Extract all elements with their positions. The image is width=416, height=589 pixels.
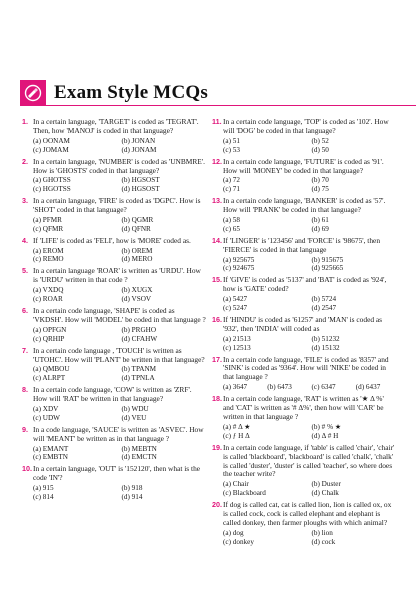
answer-option[interactable]: (d) EMCTN [121, 453, 157, 462]
question-item [22, 347, 206, 383]
question-number: 9. [22, 424, 28, 434]
answer-options [33, 326, 206, 344]
question-item [212, 237, 396, 273]
answer-option[interactable]: (c) 5247 [223, 303, 248, 312]
question-number: 1. [22, 117, 28, 126]
answer-option[interactable]: (c) 65 [223, 224, 240, 233]
answer-option[interactable]: (d) CFAHW [121, 334, 158, 343]
answer-option[interactable]: (d) 69 [311, 224, 329, 233]
question-item [212, 395, 396, 440]
answer-option[interactable]: (b) 51232 [311, 334, 340, 343]
answer-option[interactable]: (d) MERO [121, 255, 153, 264]
answer-options [33, 137, 206, 155]
answer-options [223, 423, 396, 441]
question-number: 11. [212, 117, 222, 126]
question-number: 18. [212, 394, 222, 404]
answer-option[interactable]: (b) 61 [311, 216, 329, 224]
answer-options [223, 529, 396, 547]
question-item [22, 267, 206, 303]
question-number: 19. [212, 442, 222, 452]
question-text: In a certain code language, if 'table' is called 'chair', 'chair' is called 'blackboard', 'blackboard' is called 'chalk', 'chalk' is called 'duster', 'duster' is called 'teacher', so where does the teacher write? [223, 442, 395, 479]
answer-option[interactable]: (d) 75 [311, 185, 329, 194]
answer-option[interactable]: (b) # % ★ [311, 422, 342, 431]
answer-options [223, 216, 396, 234]
header-divider [46, 105, 416, 106]
answer-options [33, 176, 206, 194]
question-text: In a certain code language, 'TOP' is coded as '102'. How will 'DOG' be coded in that language? [223, 117, 389, 135]
question-text: In a code language, 'SAUCE' is written as 'ASVEC'. How will 'MEANT' be written as in that language ? [33, 424, 204, 443]
question-number: 14. [212, 235, 222, 245]
answer-option[interactable]: (c) 12513 [223, 343, 251, 352]
question-item [22, 197, 206, 233]
question-number: 16. [212, 314, 222, 324]
question-number: 8. [22, 385, 28, 395]
question-text: If 'GIVE' is coded as '5137' and 'BAT' is coded as '924', how is 'GATE' coded? [223, 275, 387, 294]
answer-options [223, 295, 396, 313]
question-item [212, 444, 396, 498]
answer-option[interactable]: (b) TPANM [121, 365, 157, 374]
answer-option[interactable]: (d) 50 [311, 145, 329, 154]
answer-option[interactable]: (a) GHOTSS [33, 176, 71, 185]
question-number: 15. [212, 275, 222, 285]
answer-option[interactable]: (c) EMBTN [33, 453, 68, 462]
answer-option[interactable]: (b) XUGX [121, 286, 153, 295]
answer-option[interactable]: (b) Duster [311, 480, 341, 489]
answer-option[interactable]: (d) 914 [121, 493, 143, 502]
answer-options [33, 216, 206, 234]
answer-option[interactable]: (b) QGMR [121, 216, 154, 224]
answer-option[interactable]: (a) EMANT [33, 444, 69, 453]
answer-options [33, 445, 206, 463]
question-item [212, 316, 396, 352]
answer-option[interactable]: (b) 70 [311, 176, 329, 185]
question-text: In a certain language, 'FIRE' is coded as 'DGPC'. How is 'SHOT' coded in that language? [33, 196, 201, 215]
answer-option[interactable]: (b) MEBTN [121, 444, 157, 453]
question-text: If dog is called cat, cat is called lion, lion is called ox, ox is called cock, cock is called elephant and elephant is called donkey, then farmer ploughs with which animal? [223, 500, 392, 527]
answer-option[interactable]: (b) 5724 [311, 295, 337, 304]
answer-option[interactable]: (d) JONAM [121, 145, 157, 154]
answer-option[interactable]: (c) ROAR [33, 295, 63, 304]
answer-option[interactable]: (a) PFMR [33, 216, 62, 224]
answer-options [223, 137, 396, 155]
answer-option[interactable]: (a) 72 [223, 176, 240, 185]
question-item [22, 386, 206, 422]
answer-option[interactable]: (d) 15132 [311, 343, 340, 352]
answer-option[interactable]: (a) VXDQ [33, 286, 64, 295]
answer-option[interactable]: (a) OONAM [33, 136, 70, 145]
answer-option[interactable]: (d) 2547 [311, 303, 337, 312]
page-title: Exam Style MCQs [54, 82, 208, 103]
question-text: In a certain language 'ROAR' is written as 'URDU'. How is 'URDU' written in that code ? [33, 266, 201, 285]
question-text: In a certain code language, 'RAT' is written as '★ Δ %' and 'CAT' is written as '# Δ%', then how will 'CAR' be written in that language ? [223, 394, 384, 422]
answer-option[interactable]: (a) EROM [33, 246, 64, 255]
question-item [212, 197, 396, 233]
answer-option[interactable]: (d) VSOV [121, 295, 152, 304]
question-item [212, 276, 396, 312]
answer-option[interactable]: (b) 918 [121, 484, 143, 493]
answer-option[interactable]: (a) 58 [223, 216, 240, 224]
question-number: 7. [22, 345, 28, 355]
answer-option[interactable]: (d) TPNLA [121, 374, 155, 383]
answer-option[interactable]: (d) QFNR [121, 224, 151, 233]
question-text: If 'HINDU' is coded as '61257' and 'MAN' is coded as '932', then 'INDIA' will coded as [223, 314, 383, 333]
answer-option[interactable]: (d) VEU [121, 413, 147, 422]
answer-option[interactable]: (b) PRGHO [121, 325, 157, 334]
question-item [22, 426, 206, 462]
question-text: In a certain code language, 'BANKER' is coded as '57'. How will 'PRANK' be coded in that language? [223, 196, 386, 215]
answer-option[interactable]: (c) donkey [223, 537, 254, 546]
answer-option[interactable]: (a) 925675 [223, 255, 255, 264]
answer-option[interactable]: (c) ƒ H Δ [223, 431, 250, 440]
answer-option[interactable]: (c) UDW [33, 413, 60, 422]
answer-options [33, 405, 206, 423]
question-text: In a certain code language , 'TOUCH' is written as 'UTOHC'. How will 'PLANT' be written in that language? [33, 345, 205, 364]
answer-options [223, 176, 396, 194]
answer-option[interactable]: (c) 6347 [311, 383, 336, 392]
question-item [22, 307, 206, 343]
question-text: In a certain language, 'NUMBER' is coded as 'UNBMRE'. How is 'GHOSTS' coded in that language? [33, 156, 205, 175]
answer-option[interactable]: (b) WDU [121, 405, 149, 414]
answer-option[interactable]: (c) 814 [33, 493, 54, 502]
question-number: 17. [212, 354, 222, 364]
question-text: In a certain code language, 'COW' is written as 'ZRF'. How will 'RAT' be written in that language? [33, 385, 192, 404]
answer-option[interactable]: (a) OPFGN [33, 325, 67, 334]
question-number: 12. [212, 156, 222, 166]
answer-option[interactable]: (c) 53 [223, 145, 240, 154]
question-text: In a certain code language, 'FILE' is coded as '8357' and 'SINK' is coded as '9364'. How will 'NIKE' be coded in that language ? [223, 354, 389, 382]
right-question-column [212, 118, 396, 550]
answer-option[interactable]: (c) ALRPT [33, 374, 66, 383]
left-question-column [22, 118, 206, 505]
page-header [20, 80, 400, 108]
answer-option[interactable]: (d) HGSOST [121, 185, 160, 194]
answer-option[interactable]: (c) QFMR [33, 224, 64, 233]
answer-option[interactable]: (c) REMO [33, 255, 64, 264]
answer-option[interactable]: (c) QRHIP [33, 334, 65, 343]
question-item [22, 465, 206, 501]
question-item [212, 118, 396, 154]
answer-option[interactable]: (b) 52 [311, 136, 329, 145]
answer-options [33, 484, 206, 502]
question-text: In a certain language, 'TARGET' is coded as 'TEGRAT'. Then, how 'MANOJ' is coded in that language? [33, 117, 199, 135]
question-number: 6. [22, 306, 28, 316]
answer-option[interactable]: (a) dog [223, 528, 244, 537]
question-number: 13. [212, 196, 222, 206]
answer-option[interactable]: (b) 915675 [311, 255, 344, 264]
question-text: If 'LINGER' is '123456' and 'FORCE' is '98675', then 'FIERCE' is coded in that language [223, 235, 381, 254]
answer-option[interactable]: (c) 924675 [223, 264, 255, 273]
answer-option[interactable]: (d) cock [311, 537, 336, 546]
answer-option[interactable]: (a) XDV [33, 405, 59, 414]
answer-option[interactable]: (d) Chalk [311, 489, 339, 498]
answer-option[interactable]: (a) Chair [223, 480, 249, 489]
answer-option[interactable]: (b) JONAN [121, 136, 156, 145]
question-number: 10. [22, 464, 32, 474]
answer-option[interactable]: (b) HGSOST [121, 176, 160, 185]
question-text: In a certain code language, 'FUTURE' is coded as '91'. How will 'MONEY' be coded in that language? [223, 156, 384, 175]
question-number: 3. [22, 196, 28, 206]
answer-option[interactable]: (a) 915 [33, 484, 54, 493]
answer-option[interactable]: (a) # Δ ★ [223, 422, 251, 431]
answer-option[interactable]: (a) 5427 [223, 295, 248, 304]
question-number: 4. [22, 235, 28, 245]
question-item [22, 158, 206, 194]
answer-options [33, 286, 206, 304]
answer-options [223, 335, 396, 353]
answer-option[interactable]: (c) JOMAM [33, 145, 69, 154]
question-number: 5. [22, 266, 28, 276]
question-number: 2. [22, 156, 28, 166]
answer-option[interactable]: (d) Δ # H [311, 431, 339, 440]
logo [20, 80, 46, 106]
question-text: If 'LIFE' is coded as 'FELI', how is 'MORE' coded as. [33, 235, 191, 245]
book-pen-icon [23, 83, 43, 103]
answer-option[interactable]: (a) 21513 [223, 334, 251, 343]
answer-option[interactable]: (a) 51 [223, 136, 240, 145]
answer-option[interactable]: (b) lion [311, 528, 333, 537]
question-number: 20. [212, 500, 222, 510]
question-item [22, 118, 206, 154]
answer-option[interactable]: (d) 6437 [355, 383, 381, 392]
question-text: In a certain language, 'OUT' is '152120', then what is the code 'IN'? [33, 464, 201, 483]
answer-option[interactable]: (c) Blackboard [223, 489, 266, 498]
question-item [22, 237, 206, 265]
question-item [212, 158, 396, 194]
question-item [212, 501, 396, 546]
answer-option[interactable]: (a) QMBOU [33, 365, 70, 374]
question-text: In a certain code language, 'SHAPE' is coded as 'VKDSH'. How will 'MODEL' be coded in that language ? [33, 306, 206, 324]
answer-option[interactable]: (b) 6473 [267, 383, 292, 392]
answer-options [223, 383, 396, 392]
answer-options [33, 247, 206, 265]
answer-option[interactable]: (c) HGOTSS [33, 185, 71, 194]
answer-option[interactable]: (a) 3647 [223, 383, 248, 392]
answer-options [223, 256, 396, 274]
answer-option[interactable]: (b) OREM [121, 246, 153, 255]
answer-options [223, 480, 396, 498]
question-item [212, 356, 396, 393]
answer-option[interactable]: (d) 925665 [311, 264, 344, 273]
answer-options [33, 365, 206, 383]
answer-option[interactable]: (c) 71 [223, 185, 240, 194]
